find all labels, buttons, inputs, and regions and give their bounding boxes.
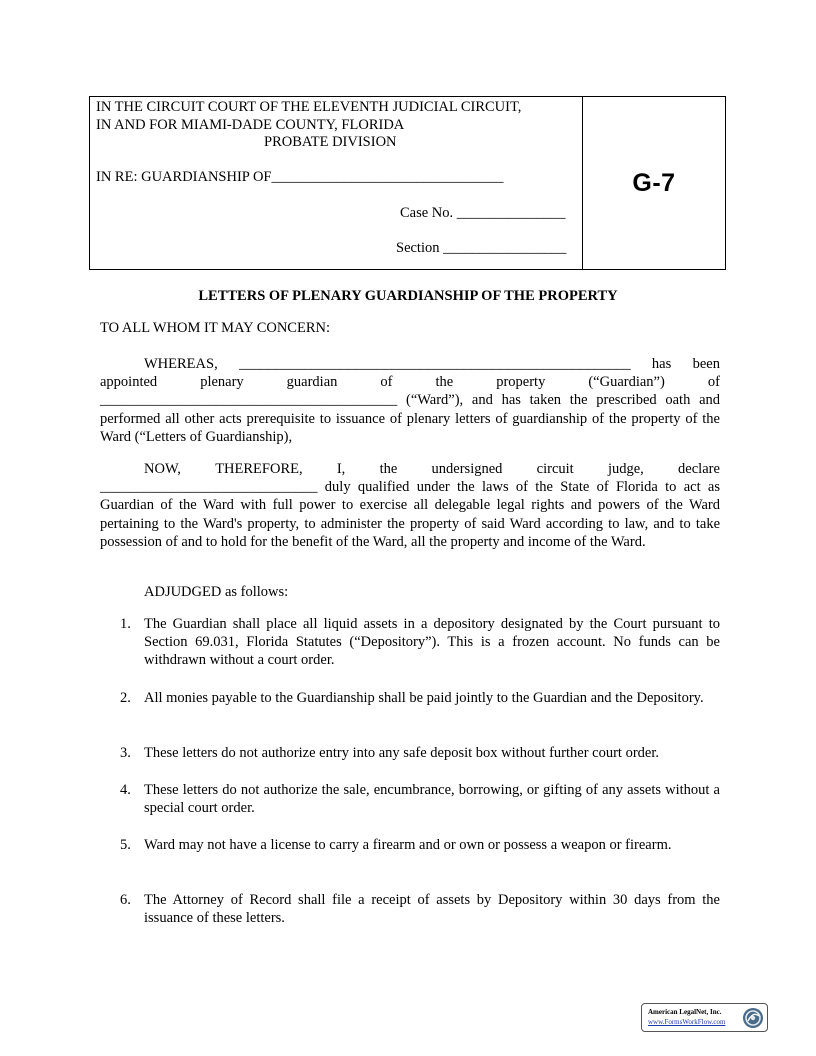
document-title: LETTERS OF PLENARY GUARDIANSHIP OF THE PROPERTY	[198, 288, 618, 304]
list-number: 1.	[120, 616, 131, 632]
list-text: All monies payable to the Guardianship shall be paid jointly to the Guardian and the Depository.	[144, 690, 704, 706]
word: property	[496, 374, 546, 391]
now-therefore-line-1	[100, 460, 720, 478]
globe-icon	[742, 1007, 764, 1029]
list-text: Ward may not have a license to carry a firearm and or own or possess a weapon or firearm.	[144, 837, 672, 853]
caption-left	[90, 97, 583, 269]
word: circuit	[536, 461, 574, 477]
whereas-body: _________________________________________ (“Ward”), and has taken the prescribed oath and performed all other acts prerequisite to issuance of plenary letters of guardianship of the property of the Ward (“Letters of Guardianship),	[100, 392, 720, 445]
case-number: Case No. _______________	[400, 205, 566, 221]
word: I,	[336, 461, 346, 477]
whereas-word: been	[692, 356, 720, 372]
list-text: These letters do not authorize entry into any safe deposit box without further court order.	[144, 745, 660, 761]
whereas-line-1	[100, 355, 720, 373]
word: undersigned	[431, 461, 503, 477]
publisher-logo[interactable]	[641, 1003, 768, 1032]
word: judge,	[607, 461, 644, 477]
publisher-url[interactable]: www.FormsWorkFlow.com	[648, 1018, 726, 1026]
word: THEREFORE,	[215, 461, 303, 477]
list-text: The Guardian shall place all liquid assets in a depository designated by the Court pursuant to Section 69.031, Florida Statutes (“Depository”). This is a frozen account. No funds can be withdrawn without a court order.	[144, 616, 720, 669]
word: the	[435, 374, 454, 391]
whereas-line-2	[100, 373, 720, 391]
section-number: Section _________________	[396, 240, 567, 256]
word: of	[707, 374, 720, 391]
form-code: G-7	[632, 168, 676, 197]
salutation: TO ALL WHOM IT MAY CONCERN:	[100, 320, 331, 336]
whereas-paragraph	[100, 355, 720, 446]
whereas-word: has	[651, 356, 672, 372]
list-text: These letters do not authorize the sale, encumbrance, borrowing, or gifting of any assets without a special court order.	[144, 782, 720, 817]
now-therefore-paragraph	[100, 460, 720, 551]
publisher-name: American LegalNet, Inc.	[648, 1008, 722, 1016]
adjudged-heading: ADJUDGED as follows:	[144, 584, 289, 600]
guardian-name-blank: ______________________________________________________	[239, 356, 631, 372]
list-number: 2.	[120, 690, 131, 706]
word: guardian	[286, 374, 338, 391]
list-number: 3.	[120, 745, 131, 761]
court-line-1: IN THE CIRCUIT COURT OF THE ELEVENTH JUDICIAL CIRCUIT,	[96, 99, 522, 115]
word: plenary	[200, 374, 244, 391]
court-line-2: IN AND FOR MIAMI-DADE COUNTY, FLORIDA	[96, 117, 405, 133]
word: (“Guardian”)	[588, 374, 665, 391]
word: appointed	[100, 374, 158, 391]
word: the	[379, 461, 398, 477]
list-number: 6.	[120, 892, 131, 908]
list-number: 5.	[120, 837, 131, 853]
in-re-line: IN RE: GUARDIANSHIP OF________________________________	[96, 169, 504, 185]
list-number: 4.	[120, 782, 131, 798]
whereas-word: WHEREAS,	[144, 356, 218, 372]
word: of	[380, 374, 393, 391]
caption-box	[89, 96, 726, 270]
now-therefore-body: ______________________________ duly qualified under the laws of the State of Florida to act as Guardian of the Ward with full power to exercise all delegable legal rights and powers of the Ward pertaining to the Ward's property, to administer the property of said Ward according to law, and to take possession of and to hold for the benefit of the Ward, all the property and income of the Ward.	[100, 479, 720, 550]
word: declare	[678, 461, 720, 477]
word: NOW,	[144, 461, 181, 477]
list-text: The Attorney of Record shall file a receipt of assets by Depository within 30 days from the issuance of these letters.	[144, 892, 720, 927]
division: PROBATE DIVISION	[264, 134, 397, 150]
